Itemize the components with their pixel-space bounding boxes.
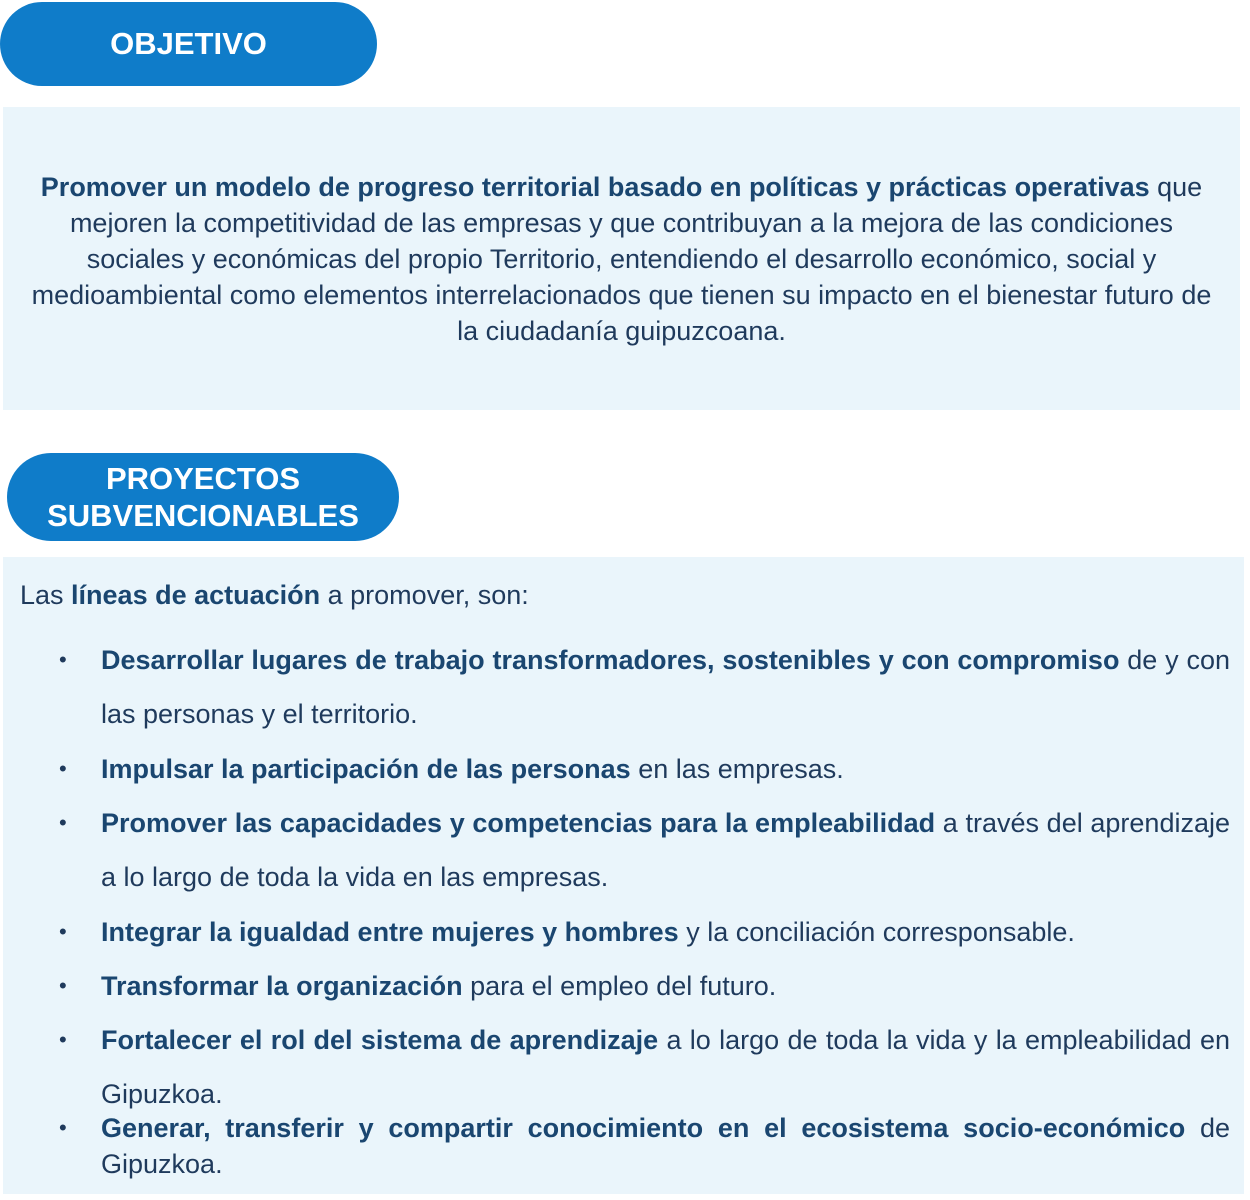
list-item-text: de y con las personas y el territorio. [101, 645, 1230, 729]
objetivo-text-bold: Promover un modelo de progreso territorial basado en políticas y prácticas operativas [40, 172, 1150, 202]
list-item-bold: Fortalecer el rol del sistema de aprendizaje [101, 1025, 659, 1055]
proyectos-title-line2: SUBVENCIONABLES [47, 498, 359, 533]
list-item-bold: Generar, transferir y compartir conocimiento en el ecosistema socio-económico [101, 1113, 1186, 1143]
proyectos-intro [20, 577, 529, 613]
bullet-icon: • [59, 647, 67, 672]
list-item [59, 1110, 1230, 1182]
list-item-bold: Promover las capacidades y competencias para la empleabilidad [101, 808, 936, 838]
objetivo-text-rest: que mejoren la competitividad de las empresas y que contribuyan a la mejora de las condiciones sociales y económicas del propio Territorio, entendiendo el desarrollo económico, social y medioambiental como elementos interrelacionados que tienen su impacto en el bienestar futuro de la ciudadanía guipuzcoana. [31, 172, 1212, 346]
list-item [59, 796, 1230, 904]
bullet-icon: • [59, 919, 67, 944]
list-item [59, 742, 1230, 796]
list-item-text: y la conciliación corresponsable. [678, 917, 1075, 947]
bullet-icon: • [59, 1115, 67, 1140]
list-item-bold: Desarrollar lugares de trabajo transformadores, sostenibles y con compromiso [101, 645, 1120, 675]
bullet-icon: • [59, 1027, 67, 1052]
list-item-bold: Integrar la igualdad entre mujeres y hombres [101, 917, 679, 947]
objetivo-panel [3, 107, 1240, 410]
list-item-text: en las empresas. [630, 754, 844, 784]
list-item [59, 1013, 1230, 1121]
bullet-icon: • [59, 973, 67, 998]
list-item-text: para el empleo del futuro. [462, 971, 777, 1001]
intro-pre: Las [20, 580, 72, 610]
list-item [59, 959, 1230, 1013]
list-item-bold: Transformar la organización [101, 971, 463, 1001]
proyectos-panel [3, 557, 1244, 1194]
objetivo-title: OBJETIVO [110, 26, 267, 62]
list-item-bold: Impulsar la participación de las personas [101, 754, 631, 784]
bullet-icon: • [59, 756, 67, 781]
list-item-text: a través del aprendizaje a lo largo de toda la vida en las empresas. [101, 808, 1230, 892]
objetivo-heading [0, 2, 377, 86]
list-item-text: a lo largo de toda la vida y la empleabilidad en Gipuzkoa. [101, 1025, 1230, 1109]
objetivo-text [21, 169, 1222, 349]
bullet-icon: • [59, 810, 67, 835]
list-item [59, 905, 1230, 959]
proyectos-title-line1: PROYECTOS [105, 460, 301, 496]
intro-post: a promover, son: [320, 580, 529, 610]
intro-bold: líneas de actuación [71, 580, 321, 610]
proyectos-heading [7, 453, 399, 541]
list-item-text: de Gipuzkoa. [101, 1113, 1230, 1179]
list-item [59, 633, 1230, 741]
